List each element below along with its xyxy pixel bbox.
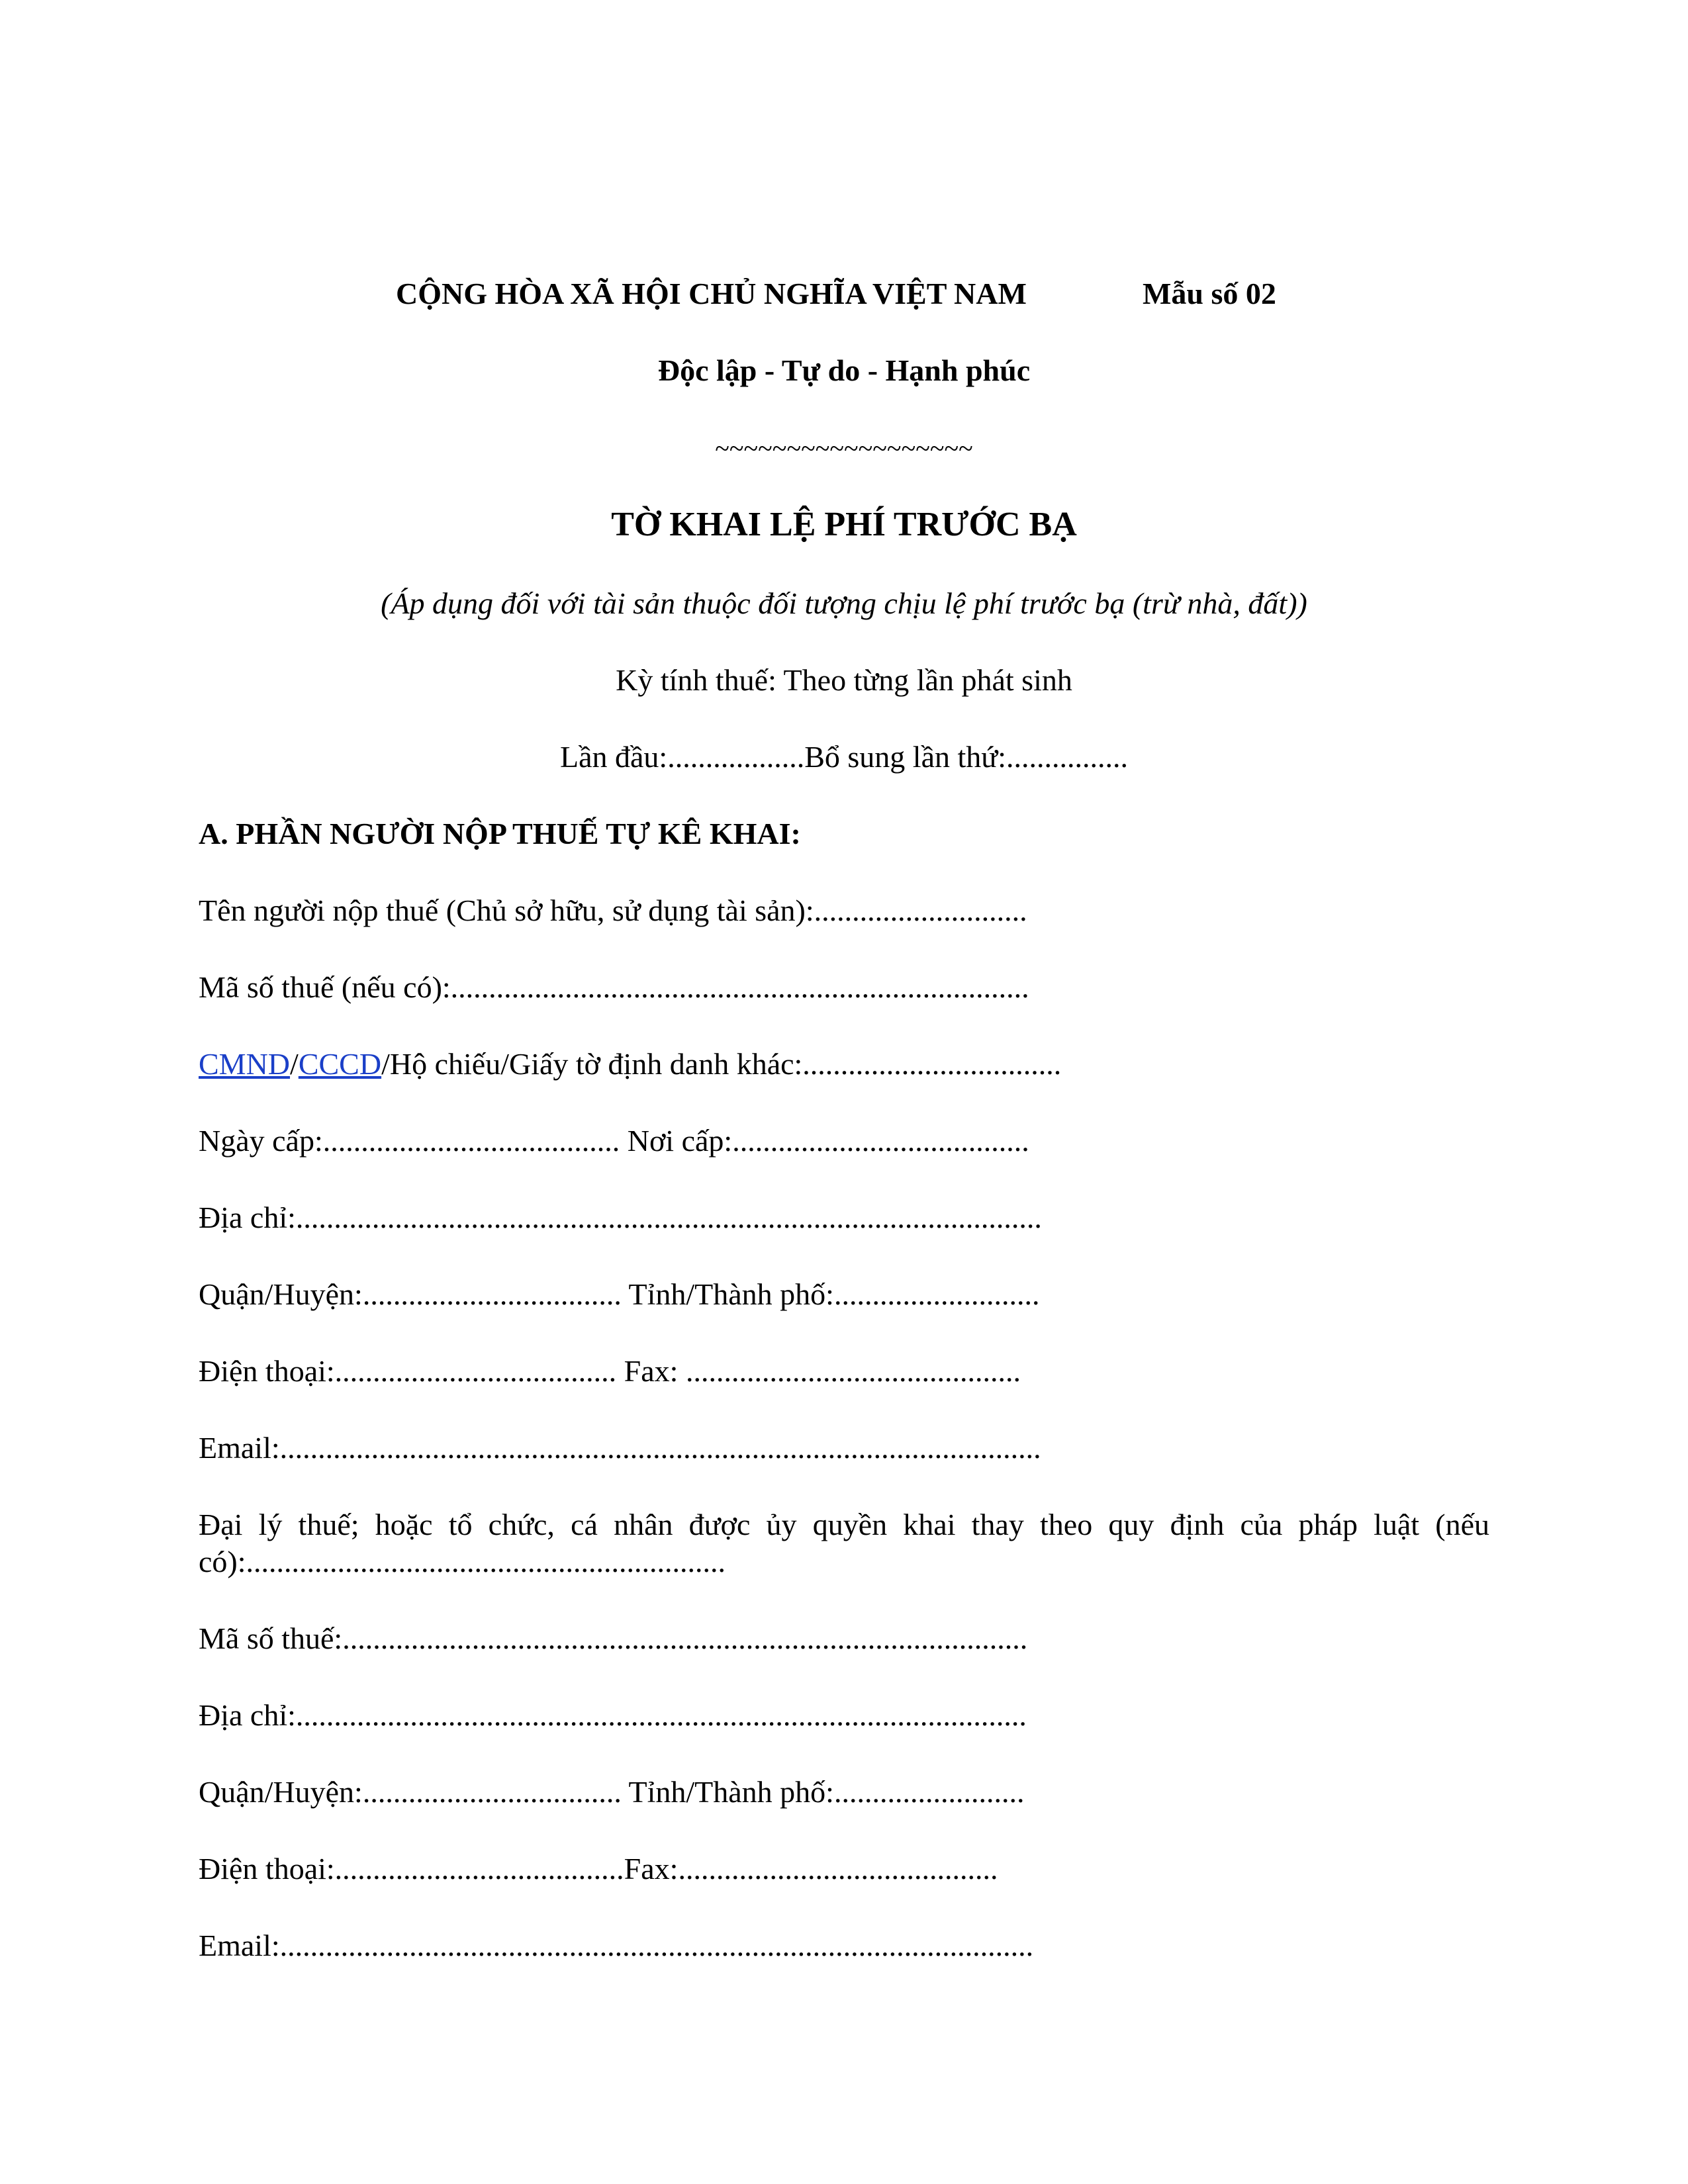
agent-address-field: Địa chỉ:................................................................................................ (199, 1698, 1027, 1732)
agent-phone-fax-field: Điện thoại:......................................Fax:.......................................... (199, 1852, 998, 1886)
motto: Độc lập - Tự do - Hạnh phúc (657, 353, 1031, 387)
tax-code-field: Mã số thuế (nếu có):............................................................................ (199, 970, 1029, 1004)
header-divider: ~~~~~~~~~~~~~~~~~~ (715, 433, 973, 463)
agent-district-province-field: Quận/Huyện:.................................. Tỉnh/Thành phố:......................... (199, 1775, 1025, 1809)
nation-header: CỘNG HÒA XÃ HỘI CHỦ NGHĨA VIỆT NAM (396, 277, 1027, 310)
address-field: Địa chỉ:.................................................................................................. (199, 1201, 1042, 1234)
taxpayer-name-field: Tên người nộp thuế (Chủ sở hữu, sử dụng tài sản):............................ (199, 893, 1027, 927)
agent-email-field: Email:................................................................................................... (199, 1929, 1034, 1962)
cmnd-link[interactable]: CMND (199, 1047, 291, 1081)
id-document-field (199, 1046, 1061, 1083)
district-province-field: Quận/Huyện:.................................. Tỉnh/Thành phố:........................... (199, 1277, 1040, 1311)
email-field: Email:.................................................................................................... (199, 1431, 1041, 1465)
section-a-heading: A. PHẦN NGƯỜI NỘP THUẾ TỰ KÊ KHAI: (199, 817, 801, 850)
form-subtitle: (Áp dụng đối với tài sản thuộc đối tượng chịu lệ phí trước bạ (trừ nhà, đất)) (381, 586, 1307, 620)
declaration-type: Lần đầu:..................Bổ sung lần thứ:................ (560, 740, 1128, 774)
agent-tax-code-field: Mã số thuế:.......................................................................................... (199, 1621, 1028, 1655)
phone-fax-field: Điện thoại:..................................... Fax: ............................................ (199, 1354, 1021, 1388)
tax-period: Kỳ tính thuế: Theo từng lần phát sinh (616, 663, 1072, 697)
issue-date-place-field: Ngày cấp:....................................... Nơi cấp:....................................... (199, 1124, 1029, 1158)
id-separator: / (290, 1047, 299, 1081)
id-document-rest: /Hộ chiếu/Giấy tờ định danh khác:.................................. (381, 1047, 1062, 1081)
form-title: TỜ KHAI LỆ PHÍ TRƯỚC BẠ (611, 506, 1077, 543)
cccd-link[interactable]: CCCD (298, 1047, 382, 1081)
agent-field: Đại lý thuế; hoặc tổ chức, cá nhân được ủy quyền khai thay theo quy định của pháp luật (nếu có):............................................................... (199, 1508, 1489, 1578)
form-number: Mẫu số 02 (1143, 277, 1276, 310)
